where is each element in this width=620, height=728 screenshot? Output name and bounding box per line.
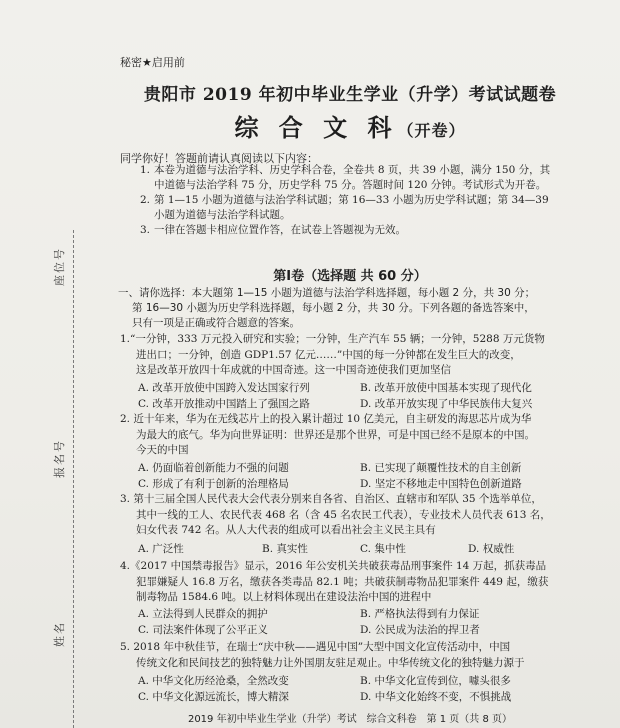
q1-option-c: C. 改革开放推动中国踏上了强国之路 <box>138 398 310 410</box>
exam-title: 贵阳市 2019 年初中毕业生学业（升学）考试试题卷 <box>143 85 557 105</box>
q4-option-d: D. 公民成为法治的捍卫者 <box>360 624 480 636</box>
q2-option-a: A. 仍面临着创新能力不强的问题 <box>138 462 289 474</box>
q5-option-a: A. 中华文化历经沧桑，全然改变 <box>138 675 289 687</box>
q3-option-c: C. 集中性 <box>360 543 406 555</box>
q4-option-c: C. 司法案件体现了公平正义 <box>138 624 268 636</box>
question-3: 3. 第十三届全国人民代表大会代表分别来自各省、自治区、直辖市和军队 35 个选举单位， 其中一线的工人、农民代表 468 名（含 45 名农民工代表），专业技术人员代表 613 名， 妇女代表 742 名。从人大代表的组成可以看出社会主义民主具有 <box>120 493 551 536</box>
greeting: 同学你好！答题前请认真阅读以下内容： <box>120 152 318 165</box>
q1-option-b: B. 改革开放使中国基本实现了现代化 <box>360 382 532 394</box>
binding-line <box>73 230 74 728</box>
q2-option-b: B. 已实现了颠覆性技术的自主创新 <box>360 462 522 474</box>
q5-option-d: D. 中华文化始终不变，不惧挑战 <box>360 691 512 703</box>
q1-option-d: D. 改革开放实现了中华民族伟大复兴 <box>360 398 533 410</box>
question-1: 1.“一分钟，333 万元投入研究和实验；一分钟，生产汽车 55 辆；一分钟，5288 万元货物 进出口；一分钟，创造 GDP1.57 亿元……”中国的每一分钟都在发生巨大的改变， 这是改革开放四十年成就的中国奇迹。这一中国奇迹使我们更加坚信 <box>120 333 545 376</box>
q4-option-b: B. 严格执法得到有力保证 <box>360 608 480 620</box>
q4-option-a: A. 立法得到人民群众的拥护 <box>138 608 268 620</box>
q2-option-c: C. 形成了有利于创新的治理格局 <box>138 478 289 490</box>
subject-title: 综 合 文 科（开卷） <box>234 113 466 142</box>
q3-option-d: D. 权威性 <box>468 543 515 555</box>
q5-option-c: C. 中华文化源远流长，博大精深 <box>138 691 289 703</box>
section-instructions: 一、请你选择：本大题第 1—15 小题为道德与法治学科选择题，每小题 2 分，共 30 分； 第 16—30 小题为历史学科选择题，每小题 2 分，共 30 分。下列各题的备选答案中， 只有一项是正确或符合题意的答案。 <box>118 287 536 329</box>
question-4: 4.《2017 中国禁毒报告》显示，2016 年公安机关共破获毒品刑事案件 14 万起，抓获毒品 犯罪嫌疑人 16.8 万名，缴获各类毒品 82.1 吨；共破获制毒物品犯罪案件 449 起，缴获 制毒物品 1584.6 吨。以上材料体现出在建设法治中国的进程中 <box>120 560 549 603</box>
q2-option-d: D. 坚定不移地走中国特色创新道路 <box>360 478 522 490</box>
q5-option-b: B. 中华文化宣传到位，噱头很多 <box>360 675 511 687</box>
q3-option-a: A. 广泛性 <box>138 543 184 555</box>
notice-item: 1. 本卷为道德与法治学科、历史学科合卷，全卷共 8 页，共 39 小题，满分 150 分，其 中道德与法治学科 75 分，历史学科 75 分。答题时间 120 分钟。考试形式为开卷。 <box>140 164 551 191</box>
question-5: 5. 2018 年中秋佳节，在瑞士“庆中秋——遇见中国”大型中国文化宣传活动中，中国 传统文化和民间技艺的独特魅力让外国朋友驻足观止。中华传统文化的独特魅力源于 <box>120 641 525 669</box>
seat-number-label: 号 位 座 <box>53 249 66 286</box>
page-footer: 2019 年初中毕业生学业（升学）考试 综合文科卷 第 1 页（共 8 页） <box>187 714 513 725</box>
notice-item: 2. 第 1—15 小题为道德与法治学科试题；第 16—33 小题为历史学科试题；第 34—39 小题为道德与法治学科试题。 <box>140 194 549 221</box>
name-label: 名 姓 <box>53 623 66 647</box>
question-2: 2. 近十年来，华为在无线芯片上的投入累计超过 10 亿美元，自主研发的海思芯片成为华 为最大的底气。华为向世界证明：世界还是那个世界，可是中国已经不是原本的中国。 今天的中国 <box>120 413 535 456</box>
section-title: 第Ⅰ卷（选择题 共 60 分） <box>273 269 427 284</box>
q1-option-a: A. 改革开放使中国跨入发达国家行列 <box>138 382 310 394</box>
notice-item: 3. 一律在答题卡相应位置作答，在试卷上答题视为无效。 <box>140 224 406 236</box>
q3-option-b: B. 真实性 <box>262 543 308 555</box>
exam-number-label: 号 名 报 <box>53 441 66 478</box>
secret-label: 秘密★启用前 <box>120 56 185 69</box>
